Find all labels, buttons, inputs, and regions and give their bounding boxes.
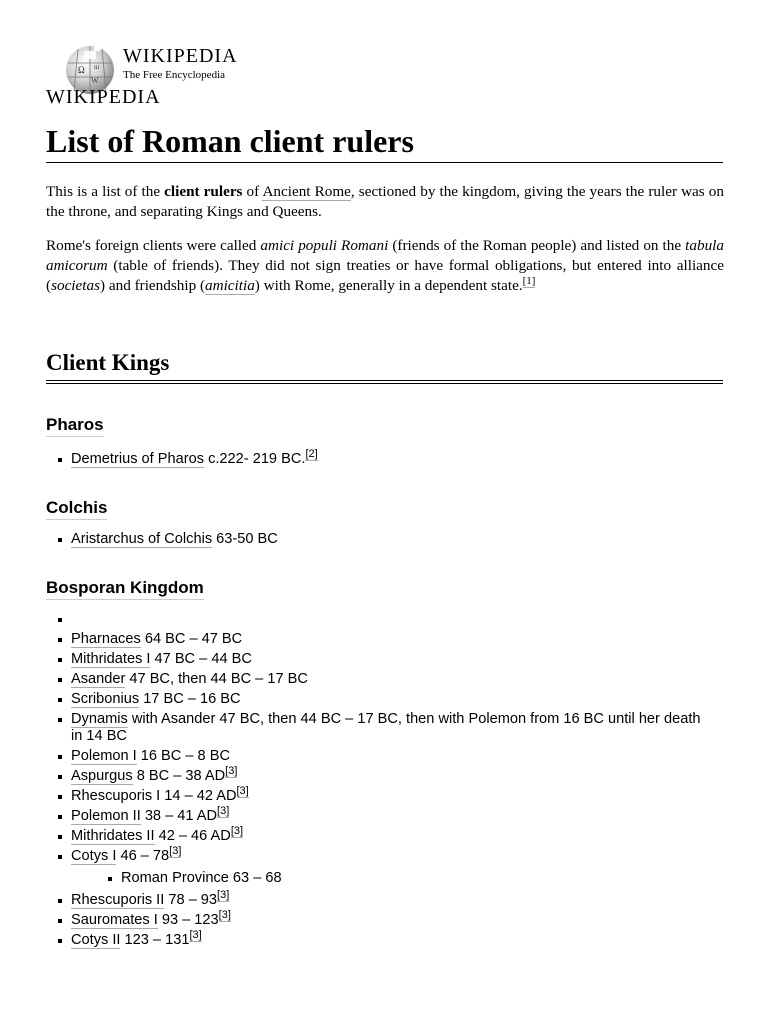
list-item [46,785,706,805]
citation-link[interactable]: [3] [189,929,202,942]
svg-text:Ω: Ω [78,65,85,75]
ruler-link[interactable]: Sauromates I [71,912,158,928]
ruler-link[interactable]: Aspurgus [71,768,133,784]
list-item [46,531,706,548]
svg-text:ш: ш [94,63,100,71]
pharos-list [46,448,706,471]
ruler-link[interactable]: Scribonius [71,691,140,707]
ruler-link[interactable]: Asander [71,671,126,687]
text: (friends of the Roman people) and listed on the [388,237,686,254]
list-item [46,671,706,688]
text: ) with Rome, generally in a dependent state. [254,277,523,294]
ruler-link[interactable]: Polemon I [71,748,137,764]
list-item [46,631,706,648]
text: 93 – 123 [157,912,219,928]
wordmark-secondary: WIKIPEDIA [46,86,161,108]
list-item [71,870,706,887]
ruler-link[interactable]: Aristarchus of Colchis [71,531,213,547]
list-item [46,825,706,845]
text: 42 – 46 AD [154,828,231,844]
text: c.222- 219 BC. [204,451,306,467]
page-title: List of Roman client rulers [46,122,723,163]
ruler-link[interactable]: Cotys II [71,932,121,948]
text: 123 – 131 [120,932,190,948]
subsection-heading-bosporan: Bosporan Kingdom [46,578,204,600]
svg-text:W: W [91,76,99,85]
text: (table of friends). They did not sign treaties or have formal obligations, but entered into alliance ( [46,257,724,294]
citation-link[interactable]: [3] [236,785,249,798]
link-amicitia[interactable] [205,277,255,295]
intro-paragraph-1 [46,182,724,222]
text: 16 BC – 8 BC [136,748,231,764]
italic-link-text: amicitia [205,277,255,294]
text: Roman Province 63 – 68 [121,870,282,886]
text: 64 BC – 47 BC [140,631,243,647]
text: Rhescuporis I 14 – 42 AD [71,788,237,804]
citation-link[interactable]: [3] [217,889,230,902]
ruler-link[interactable]: Dynamis [71,711,128,727]
ruler-link[interactable]: Cotys I [71,848,117,864]
italic-text: tabula amicorum [46,237,724,274]
list-item [46,448,706,468]
citation-link[interactable]: [3] [225,765,238,778]
text: 46 – 78 [116,848,170,864]
list-item [46,748,706,765]
text: 63-50 BC [212,531,278,547]
text: 47 BC – 44 BC [150,651,252,667]
ruler-link[interactable]: Pharnaces [71,631,141,647]
text: 17 BC – 16 BC [139,691,241,707]
text: Rome's foreign clients were called [46,237,261,254]
ruler-link[interactable]: Demetrius of Pharos [71,451,205,467]
citation-link[interactable]: [1] [522,274,536,287]
citation-link[interactable]: [3] [217,805,230,818]
text: 8 BC – 38 AD [132,768,226,784]
intro-paragraph-2 [46,236,724,296]
italic-text: amici populi Romani [260,237,389,254]
list-item [46,765,706,785]
text: 47 BC, then 44 BC – 17 BC [125,671,308,687]
text: with Asander 47 BC, then 44 BC – 17 BC, then with Polemon from 16 BC until her death in 14 BC [71,711,701,744]
section-heading: Client Kings [46,349,723,384]
citation-link[interactable]: [3] [230,825,244,838]
subsection-heading-colchis: Colchis [46,498,107,520]
ruler-link[interactable]: Rhescuporis II [71,892,165,908]
text: of [242,183,263,200]
subsection-heading-pharos: Pharos [46,415,104,437]
bosporan-list [46,611,706,952]
list-item [46,691,706,708]
citation-link[interactable]: [3] [169,845,182,858]
list-item [46,711,706,745]
ruler-link[interactable]: Mithridates II [71,828,155,844]
text: , sectioned by the kingdom, giving the years the ruler was on the throne, and separating Kings and Queens. [46,183,724,220]
italic-text: societas [51,277,100,294]
citation-link[interactable]: [2] [305,448,318,461]
list-item-empty [46,611,706,628]
text: ) and friendship ( [100,277,206,294]
bold-text: client rulers [164,183,243,200]
ruler-link[interactable]: Polemon II [71,808,141,824]
text: 78 – 93 [164,892,218,908]
list-item [46,889,706,909]
list-item [46,845,706,887]
link-ancient-rome[interactable]: Ancient Rome [262,183,351,200]
wordmark: WIKIPEDIA [123,45,238,67]
list-item [46,909,706,929]
ruler-link[interactable]: Mithridates I [71,651,151,667]
tagline: The Free Encyclopedia [123,69,226,81]
list-item [46,805,706,825]
text: 38 – 41 AD [140,808,218,824]
nested-list [71,870,706,887]
list-item [46,651,706,668]
text: This is a list of the [46,183,165,200]
colchis-list [46,531,706,551]
citation-link[interactable]: [3] [218,909,231,922]
list-item [46,929,706,949]
